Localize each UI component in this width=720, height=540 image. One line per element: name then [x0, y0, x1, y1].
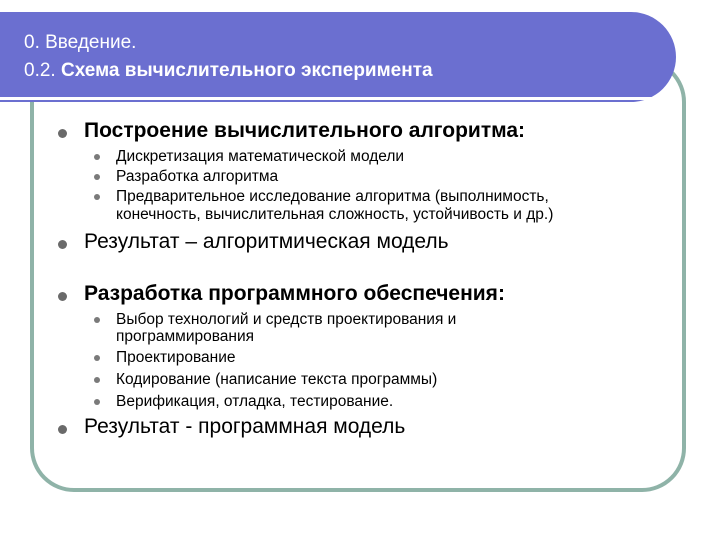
- header-section-title: 0. Введение.: [24, 32, 137, 53]
- header-slide-title: [24, 60, 433, 82]
- slide-header: [0, 12, 676, 102]
- bullet-icon: [94, 355, 100, 361]
- bullet-icon: [58, 425, 67, 434]
- bullet-icon: [94, 154, 100, 160]
- sub-item: Предварительное исследование алгоритма (выполнимость,: [116, 188, 549, 205]
- bullet-icon: [58, 240, 67, 249]
- list-item-result-software: Результат - программная модель: [84, 415, 406, 438]
- list-item-result-algorithmic: Результат – алгоритмическая модель: [84, 230, 449, 253]
- bullet-icon: [94, 194, 100, 200]
- bullet-icon: [94, 399, 100, 405]
- header-title-bold: Схема вычислительного эксперимента: [60, 60, 433, 81]
- sub-item: Проектирование: [116, 349, 236, 366]
- bullet-icon: [58, 129, 67, 138]
- header-divider: [0, 97, 664, 100]
- header-title-prefix: 0.2.: [24, 60, 61, 81]
- sub-item: Верификация, отладка, тестирование.: [116, 393, 394, 410]
- list-item-algorithm: Построение вычислительного алгоритма:: [84, 119, 526, 142]
- bullet-icon: [94, 317, 100, 323]
- sub-item: Разработка алгоритма: [116, 168, 279, 185]
- bullet-icon: [58, 292, 67, 301]
- sub-item: Дискретизация математической модели: [116, 148, 405, 165]
- bullet-icon: [94, 377, 100, 383]
- sub-item: Кодирование (написание текста программы): [116, 371, 438, 388]
- sub-item-continuation: конечность, вычислительная сложность, устойчивость и др.): [116, 206, 554, 223]
- list-item-software: Разработка программного обеспечения:: [84, 282, 505, 305]
- sub-item: Выбор технологий и средств проектирования и: [116, 311, 457, 328]
- sub-item-continuation: программирования: [116, 328, 255, 345]
- bullet-icon: [94, 174, 100, 180]
